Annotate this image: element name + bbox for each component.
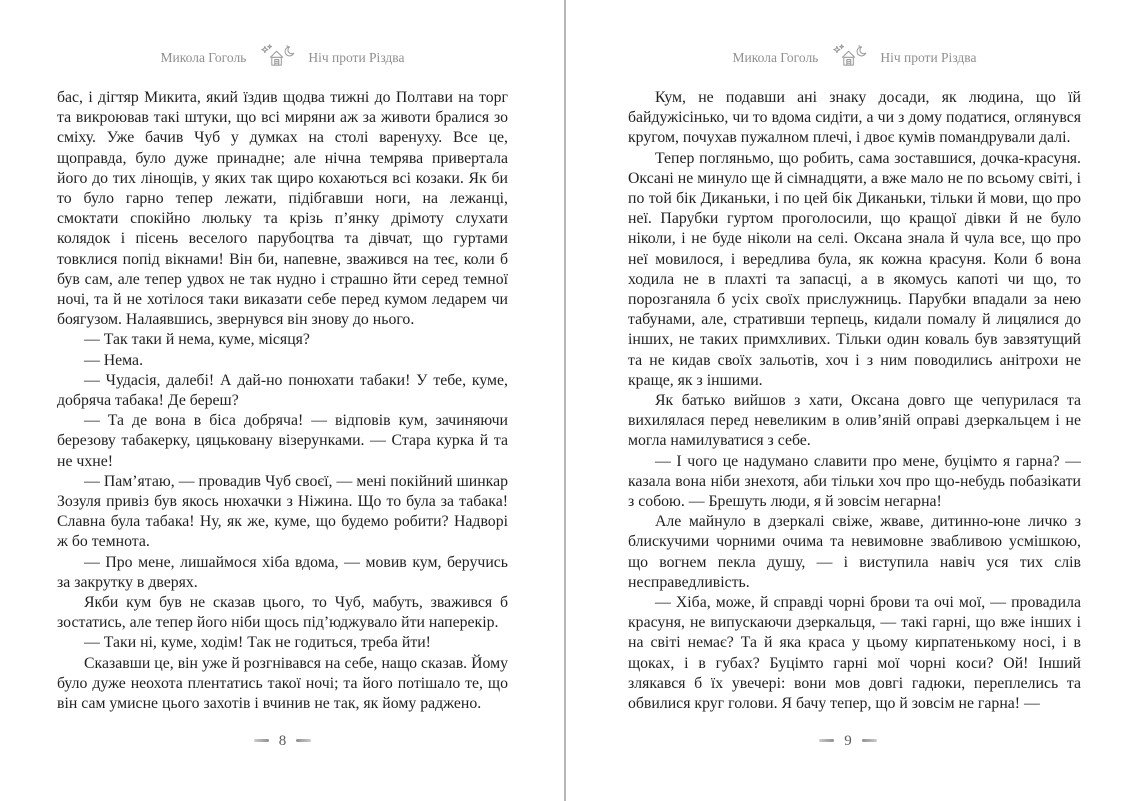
page-text xyxy=(628,88,1081,720)
page-ornament-left-icon xyxy=(819,739,834,742)
paragraph: — Хіба, може, й справді чорні брови та очі мої, — провадила красуня, не випускаючи дзеркальця, — такі гарні, що вже інших і на світі немає? Та й яка краса у цьому кирпатенькому носі, і в щоках, і в губах? Буцімто гарні мої чорні коси? Ой! Інший злякався б їх увечері: вони мов довгі гадюки, переплелись та обвилися круг голови. Я бачу тепер, що й зовсім не гарна! — xyxy=(628,594,1081,713)
paragraph: Кум, не подавши ані знаку досади, як людина, що їй байдужісінько, чи то вдома сидіти, а чи з дому податися, оглянувся кругом, почухав пужалном плечі, і двоє кумів помандрували далі. xyxy=(628,89,1081,147)
paragraph: — Таки ні, куме, ходім! Так не годиться, треба йти! xyxy=(84,634,431,652)
page-header xyxy=(57,0,508,70)
paragraph: бас, і дігтяр Микита, який їздив щодва тижні до Полтави на торг та викроював такі штуки, що всі миряни аж за животи бралися зо сміху. Уже бачив Чуб у думках на столі варенуху. Все це, щоправда, було дуже принадне; але нічна темрява привертала його до тих лінощів, у яких так щиро кохаються всі козаки. Як би то було гарно тепер лежати, підібгавши ноги, на лежанці, смоктати спокійно люльку та крізь п’янку дрімоту слухати колядок і пісень веселого парубоцтва та дівчат, що гуртами товклися попід вікнами! Він би, напевне, зважився на теє, коли б був сам, але тепер удвох не так нудно і страшно йти серед темної ночі, та й не хотілося таки виказати себе перед кумом ледарем чи боягузом. Налаявшись, звернувся він знову до нього. xyxy=(57,89,508,329)
header-title: Ніч проти Різдва xyxy=(308,50,405,65)
header-author: Микола Гоголь xyxy=(732,50,819,65)
hut-moon-stars-icon xyxy=(257,43,297,69)
page-right[interactable] xyxy=(566,0,1130,801)
paragraph: — Про мене, лишаймося хіба вдома, — мовив кум, беручись за закрутку в дверях. xyxy=(57,553,508,591)
paragraph: Тепер погляньмо, що робить, сама зоставшися, дочка-красуня. Оксані не минуло ще й сімнадцяти, а вже мало не по всьому світі, і по той бік Диканьки, і по цей бік Диканьки, тільки й мови, що про неї. Парубки гуртом проголосили, що кращої дівки й не було ніколи, і не буде ніколи на селі. Оксана знала й чула все, що про неї мовилося, і вередлива була, як кожна красуня. Коли б вона ходила не в плахті та запасці, а в якомусь капоті чи що, то порозганяла б усіх своїх прислужниць. Парубки впадали за нею табунами, але, стративши терпець, кидали помалу й лицялися до інших, не таких примхливих. Тільки один коваль був завзятущий та не кидав своїх зальотів, хоч і з ним поводились анітрохи не краще, як з іншими. xyxy=(628,149,1081,389)
paragraph: Якби кум був не сказав цього, то Чуб, мабуть, зважився б зостатись, але тепер його ніби щось під’юджувало йти наперекір. xyxy=(57,594,508,632)
page-ornament-right-icon xyxy=(296,739,311,742)
paragraph: — Так таки й нема, куме, місяця? xyxy=(84,331,310,349)
page-ornament-right-icon xyxy=(862,739,877,742)
paragraph: — І чого це надумано славити про мене, буцімто я гарна? — казала вона ніби знехотя, аби тільки хоч про що-небудь побазікати з собою. — Брешуть люди, я й зовсім негарна! xyxy=(628,452,1081,511)
page-number-row xyxy=(566,733,1130,750)
hut-moon-stars-icon xyxy=(829,43,869,69)
header-author: Микола Гоголь xyxy=(160,50,247,65)
paragraph: — Чудасія, далебі! А дай-но понюхати табаки! У тебе, куме, добряча табака! Де береш? xyxy=(57,371,508,410)
page-text xyxy=(57,88,508,720)
page-number: 8 xyxy=(278,733,287,749)
page-ornament-left-icon xyxy=(254,739,269,742)
page-number: 9 xyxy=(844,733,852,749)
paragraph: Але майнуло в дзеркалі свіже, жваве, дитинно-юне личко з блискучими чорними очима та невимовне звабливою усмішкою, що вогнем пекла душу, — і виступила навіч уся тих слів несправедливість. xyxy=(628,513,1081,591)
paragraph: Сказавши це, він уже й розгнівався на себе, нащо сказав. Йому було дуже неохота плентатись такої ночі; та його потішало те, що він сам умисне цього захотів і вчинив не так, як йому раджено. xyxy=(57,654,508,713)
paragraph: — Та де вона в біса добряча! — відповів кум, зачиняючи березову табакерку, цяцьковану візерунками. — Стара курка й та не чхне! xyxy=(57,412,508,470)
paragraph: — Нема. xyxy=(84,351,144,369)
page-number-row xyxy=(0,733,565,750)
header-title: Ніч проти Різдва xyxy=(880,50,977,65)
page-header xyxy=(628,0,1081,70)
paragraph: Як батько вийшов з хати, Оксана довго ще чепурилася та вихилялася перед невеликим в олив’яній оправі дзеркальцем і не могла намилуватися з себе. xyxy=(628,392,1081,450)
paragraph: — Пам’ятаю, — провадив Чуб своєї, — мені покійний шинкар Зозуля привіз був якось нюхачки з Ніжина. Що то була за табака! Славна була табака! Ну, як же, куме, що будемо робити? Надворі ж бо темнота. xyxy=(57,472,508,551)
